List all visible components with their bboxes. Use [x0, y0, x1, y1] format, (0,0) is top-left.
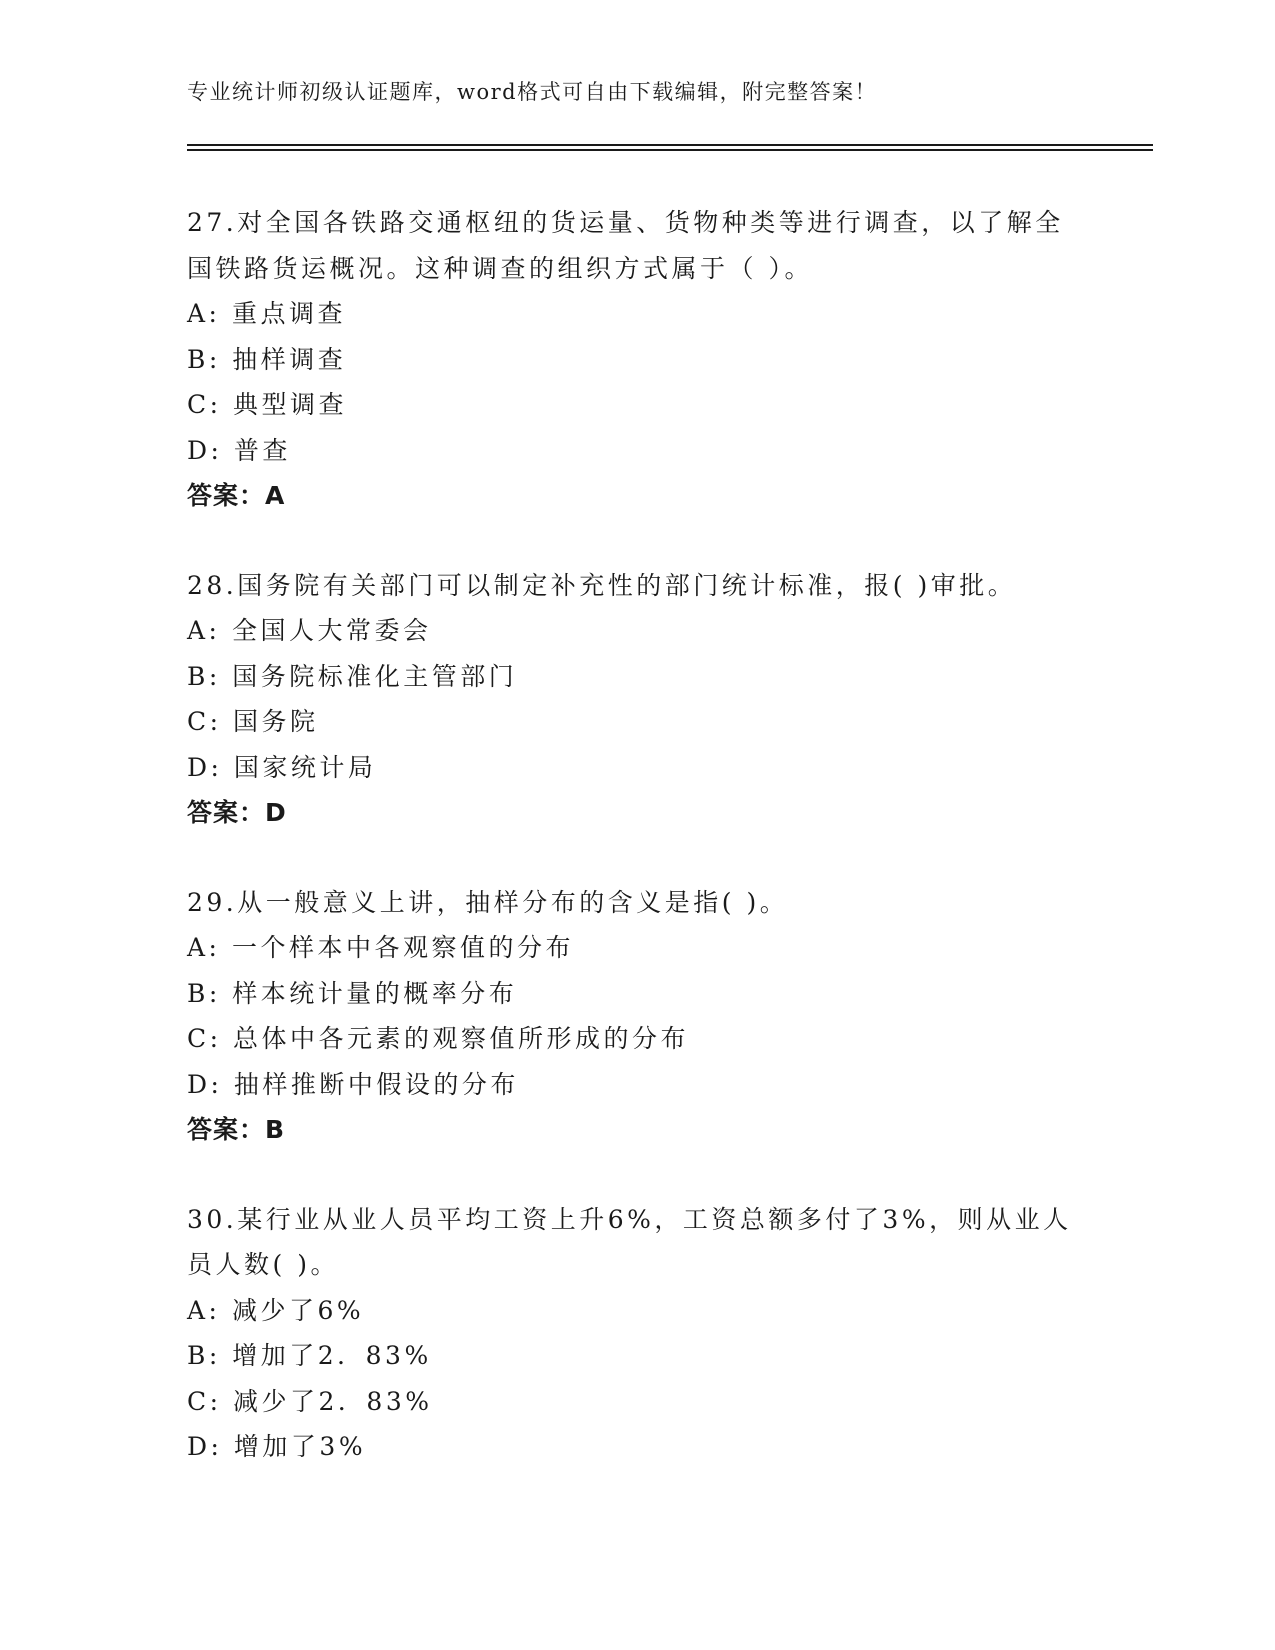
- option-letter: D:: [187, 435, 223, 465]
- option-text: 全国人大常委会: [231, 616, 432, 645]
- option-d: [187, 428, 1087, 474]
- option-text: 增加了3%: [233, 1432, 367, 1461]
- question-stem-line: 员人数( )。: [187, 1250, 339, 1279]
- option-text: 重点调查: [231, 299, 346, 328]
- option-letter: B:: [187, 344, 221, 374]
- option-text: 总体中各元素的观察值所形成的分布: [233, 1024, 690, 1053]
- option-text: 增加了2．83%: [232, 1341, 432, 1370]
- option-c: [187, 699, 1087, 745]
- option-letter: D:: [187, 1069, 223, 1099]
- option-c: [187, 382, 1087, 428]
- option-text: 抽样推断中假设的分布: [233, 1069, 519, 1099]
- option-c: [187, 1016, 1087, 1062]
- option-text: 典型调查: [233, 390, 348, 419]
- question-29: [187, 880, 1087, 1153]
- option-d: [187, 1062, 1087, 1108]
- option-letter: C:: [187, 390, 222, 419]
- option-text: 减少了6%: [231, 1295, 365, 1325]
- question-stem-line: 28.国务院有关部门可以制定补充性的部门统计标准，报( )审批。: [187, 570, 1017, 600]
- option-b: [187, 971, 1087, 1017]
- option-text: 减少了2．83%: [233, 1386, 433, 1416]
- question-stem-line: 30.某行业从业人员平均工资上升6%，工资总额多付了3%，则从业人: [187, 1204, 1072, 1234]
- option-d: [187, 745, 1087, 791]
- option-letter: B:: [187, 1341, 221, 1370]
- option-text: 国务院: [233, 707, 319, 736]
- option-letter: C:: [187, 707, 222, 736]
- option-d: [187, 1424, 1087, 1470]
- option-b: [187, 654, 1087, 700]
- question-stem-line: 国铁路货运概况。这种调查的组织方式属于（ ）。: [187, 253, 813, 283]
- option-letter: C:: [187, 1024, 222, 1053]
- option-letter: A:: [187, 933, 221, 962]
- answer-label: 答案：A: [187, 481, 286, 510]
- page-header: 专业统计师初级认证题库，word格式可自由下载编辑，附完整答案！: [187, 80, 878, 104]
- option-a: [187, 291, 1087, 337]
- option-text: 国家统计局: [233, 752, 377, 782]
- option-text: 国务院标准化主管部门: [232, 661, 518, 691]
- option-text: 普查: [233, 435, 291, 465]
- option-text: 抽样调查: [232, 344, 347, 374]
- question-30: [187, 1197, 1087, 1470]
- option-text: 样本统计量的概率分布: [232, 978, 518, 1008]
- option-letter: B:: [187, 661, 221, 691]
- option-letter: D:: [187, 1432, 223, 1461]
- header-rule-top: [187, 144, 1153, 146]
- option-letter: A:: [187, 616, 221, 645]
- question-stem-line: 27.对全国各铁路交通枢纽的货运量、货物种类等进行调查，以了解全: [187, 208, 1064, 237]
- answer-label: 答案：D: [187, 798, 287, 827]
- question-stem-line: 29.从一般意义上讲，抽样分布的含义是指( )。: [187, 887, 789, 917]
- option-text: 一个样本中各观察值的分布: [231, 933, 574, 962]
- option-a: [187, 925, 1087, 971]
- option-letter: D:: [187, 752, 223, 782]
- option-letter: C:: [187, 1386, 222, 1416]
- option-b: [187, 1333, 1087, 1379]
- header-rule-bottom: [187, 149, 1153, 151]
- question-27: [187, 200, 1087, 519]
- answer-label: 答案：B: [187, 1115, 286, 1144]
- option-a: [187, 1288, 1087, 1334]
- option-c: [187, 1379, 1087, 1425]
- option-letter: A:: [187, 299, 221, 328]
- option-a: [187, 608, 1087, 654]
- question-28: [187, 563, 1087, 836]
- option-letter: A:: [187, 1295, 221, 1325]
- option-letter: B:: [187, 978, 221, 1008]
- question-list: [187, 200, 1087, 1514]
- option-b: [187, 337, 1087, 383]
